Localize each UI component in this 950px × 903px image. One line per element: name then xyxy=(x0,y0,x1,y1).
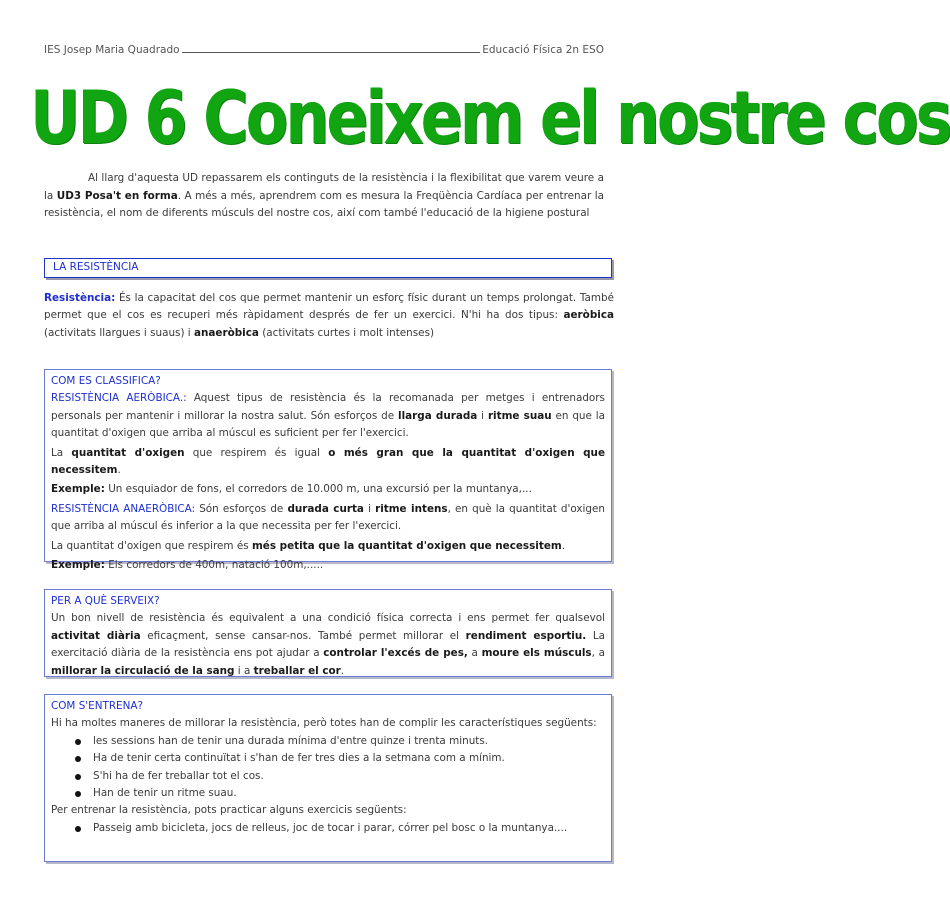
page-title: UD 6 Coneixem el nostre cos xyxy=(30,74,950,161)
school-name: IES Josep Maria Quadrado xyxy=(44,44,180,56)
classification-title: COM ES CLASSIFICA? xyxy=(51,375,161,387)
header-rule xyxy=(182,52,481,53)
anaerobic-example: Exemple: Els corredors de 400m, natació 100m,..... xyxy=(51,559,324,572)
course-name: Educació Física 2n ESO xyxy=(482,44,604,56)
training-exercises-list xyxy=(51,820,605,837)
aerobic-paragraph: RESISTÈNCIA AERÒBICA.: Aquest tipus de resistència és la recomanada per metges i entrenadors personals per mantenir i millorar la nostra salut. Són esforços de llarga durada i ritme suau en que la quantitat d'oxigen que arriba al múscul es suficient per fer l'exercici. xyxy=(51,392,606,440)
bullet-icon xyxy=(75,756,81,762)
aerobic-example: Exemple: Un esquiador de fons, el corredors de 10.000 m, una excursió per la muntanya,... xyxy=(51,483,532,496)
intro-paragraph: Al llarg d'aquesta UD repassarem els continguts de la resistència i la flexibilitat que varem veure a la UD3 Posa't en forma. A més a més, aprendrem com es mesura la Freqüència Cardíaca per entrenar la resistència, el nom de diferents músculs del nostre cos, així com també l'educació de la higiene postural xyxy=(44,172,604,219)
purpose-box xyxy=(44,589,612,677)
list-item: les sessions han de tenir una durada mínima d'entre quinze i trenta minuts. xyxy=(73,733,605,750)
training-intro: Hi ha moltes maneres de millorar la resistència, però totes han de complir les característiques següents: xyxy=(51,717,597,730)
training-title: COM S'ENTRENA? xyxy=(51,700,144,712)
aerobic-oxygen: La quantitat d'oxigen que respirem és igual o més gran que la quantitat d'oxigen que necessitem. xyxy=(51,446,605,477)
training-requirements-list xyxy=(51,733,605,803)
bullet-icon xyxy=(75,791,81,797)
purpose-paragraph: Un bon nivell de resistència és equivalent a una condició física correcta i ens permet fer qualsevol activitat diària eficaçment, sense cansar-nos. També permet millorar el rendiment esportiu. La exercitació diària de la resistència ens pot ajudar a controlar l'excés de pes, a moure els músculs, a millorar la circulació de la sang i a treballar el cor. xyxy=(51,612,606,677)
page-header xyxy=(44,40,604,56)
list-item: S'hi ha de fer treballar tot el cos. xyxy=(73,768,605,785)
bullet-icon xyxy=(75,774,81,780)
training-exercises-intro: Per entrenar la resistència, pots practicar alguns exercicis següents: xyxy=(51,804,407,817)
classification-box xyxy=(44,369,612,572)
list-item: Passeig amb bicicleta, jocs de relleus, joc de tocar i parar, córrer pel bosc o la muntanya.... xyxy=(73,820,605,837)
anaerobic-oxygen: La quantitat d'oxigen que respirem és més petita que la quantitat d'oxigen que necessitem. xyxy=(51,539,566,552)
section-heading: LA RESISTÈNCIA xyxy=(44,258,612,278)
purpose-title: PER A QUÈ SERVEIX? xyxy=(51,595,160,607)
training-box xyxy=(44,694,612,862)
list-item: Han de tenir un ritme suau. xyxy=(73,785,605,802)
resistance-definition: Resistència: És la capacitat del cos que permet mantenir un esforç físic durant un temps prolongat. També permet que el cos es recuperi més ràpidament després de fer un exercici. N'hi ha dos tipus: aeròbica (activitats llargues i suaus) i anaeròbica (activitats curtes i molt intenses) xyxy=(44,292,614,339)
list-item: Ha de tenir certa continuïtat i s'han de fer tres dies a la setmana com a mínim. xyxy=(73,750,605,767)
anaerobic-paragraph: RESISTÈNCIA ANAERÒBICA: Són esforços de durada curta i ritme intens, en què la quantitat d'oxigen que arriba al múscul és inferior a la que necessita per fer l'exercici. xyxy=(51,502,605,533)
bullet-icon xyxy=(75,739,81,745)
bullet-icon xyxy=(75,826,81,832)
